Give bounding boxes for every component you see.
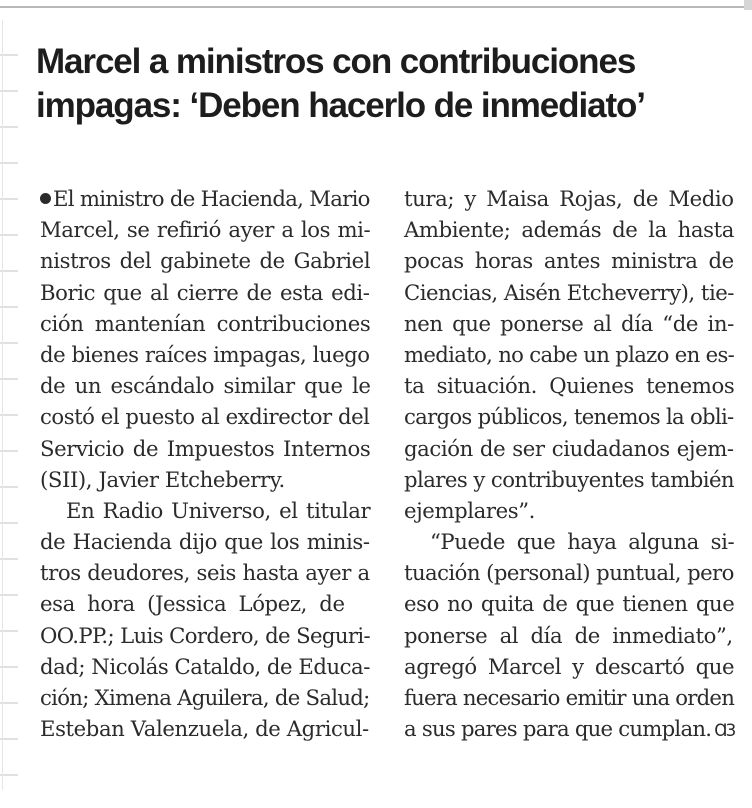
- article-headline: [36, 40, 736, 128]
- text-line: Servicio de Impuestos Internos: [40, 435, 371, 461]
- text-line: cargos públicos, tenemos la obli-: [404, 404, 734, 430]
- text-line: dad; Nicolás Cataldo, de Educa-: [40, 653, 370, 679]
- end-of-article-icon: Ɑ3: [714, 721, 735, 742]
- text-line: ponerse al día de inmediato”,: [404, 622, 733, 648]
- text-line: tuación (personal) puntual, pero: [404, 560, 734, 586]
- text-line: Ciencias, Aisén Etcheverry), tie-: [404, 279, 734, 305]
- text-line: tura; y Maisa Rojas, de Medio: [404, 186, 734, 211]
- text-line: Boric que al cierre de esta edi-: [40, 279, 370, 305]
- lead-line: El ministro de Hacienda, Mario: [53, 186, 370, 211]
- text-line: esa hora (Jessica López, de: [40, 591, 345, 617]
- text-line: costó el puesto al exdirector del: [40, 404, 370, 430]
- text-line: (SII), Javier Etcheberry.: [40, 466, 285, 492]
- text-line: pocas horas antes ministra de: [404, 248, 734, 274]
- headline-line: Marcel a ministros con contribuciones: [36, 42, 636, 81]
- adjacent-column-edge: [0, 20, 18, 790]
- text-line: nen que ponerse al día “de in-: [404, 310, 734, 336]
- text-line: [404, 713, 734, 744]
- text-line: agregó Marcel y descartó que: [404, 653, 735, 679]
- text-line: gación de ser ciudadanos ejem-: [404, 435, 734, 461]
- article-column-right: [404, 183, 734, 744]
- text-line: ejemplares”.: [404, 497, 536, 523]
- article-column-left: [40, 183, 370, 744]
- text-line: plares y contribuyentes también: [404, 466, 735, 492]
- text-line: fuera necesario emitir una orden: [404, 685, 735, 710]
- text-line: Ambiente; además de la hasta: [404, 217, 734, 243]
- text-line: de Hacienda dijo que los minis-: [40, 529, 370, 555]
- text-line: OO.PP.; Luis Cordero, de Seguri-: [40, 622, 371, 648]
- closing-line: a sus pares para que cumplan.: [404, 716, 712, 742]
- text-line: mediato, no cabe un plazo en es-: [404, 341, 735, 367]
- page-corner: [744, 0, 752, 10]
- text-line: “Puede que haya alguna si-: [430, 529, 735, 555]
- headline-line: impagas: ‘Deben hacerlo de inmediato’: [36, 86, 645, 125]
- text-line: ción mantenían contribuciones: [40, 310, 371, 336]
- bullet-icon: [40, 193, 51, 204]
- top-rule: [0, 6, 752, 8]
- text-line: ta situación. Quienes tenemos: [404, 373, 735, 399]
- text-line: Esteban Valenzuela, de Agricul-: [40, 716, 369, 742]
- text-line: tros deudores, seis hasta ayer a: [40, 560, 370, 586]
- text-line: ción; Ximena Aguilera, de Salud;: [40, 685, 370, 710]
- text-line: nistros del gabinete de Gabriel: [40, 248, 371, 274]
- text-line: En Radio Universo, el titular: [66, 497, 371, 523]
- text-line: de bienes raíces impagas, luego: [40, 341, 370, 367]
- text-line: Marcel, se refirió ayer a los mi-: [40, 217, 371, 243]
- text-line: eso no quita de que tienen que: [404, 591, 735, 617]
- text-line: [40, 183, 370, 214]
- text-line: de un escándalo similar que le: [40, 373, 371, 399]
